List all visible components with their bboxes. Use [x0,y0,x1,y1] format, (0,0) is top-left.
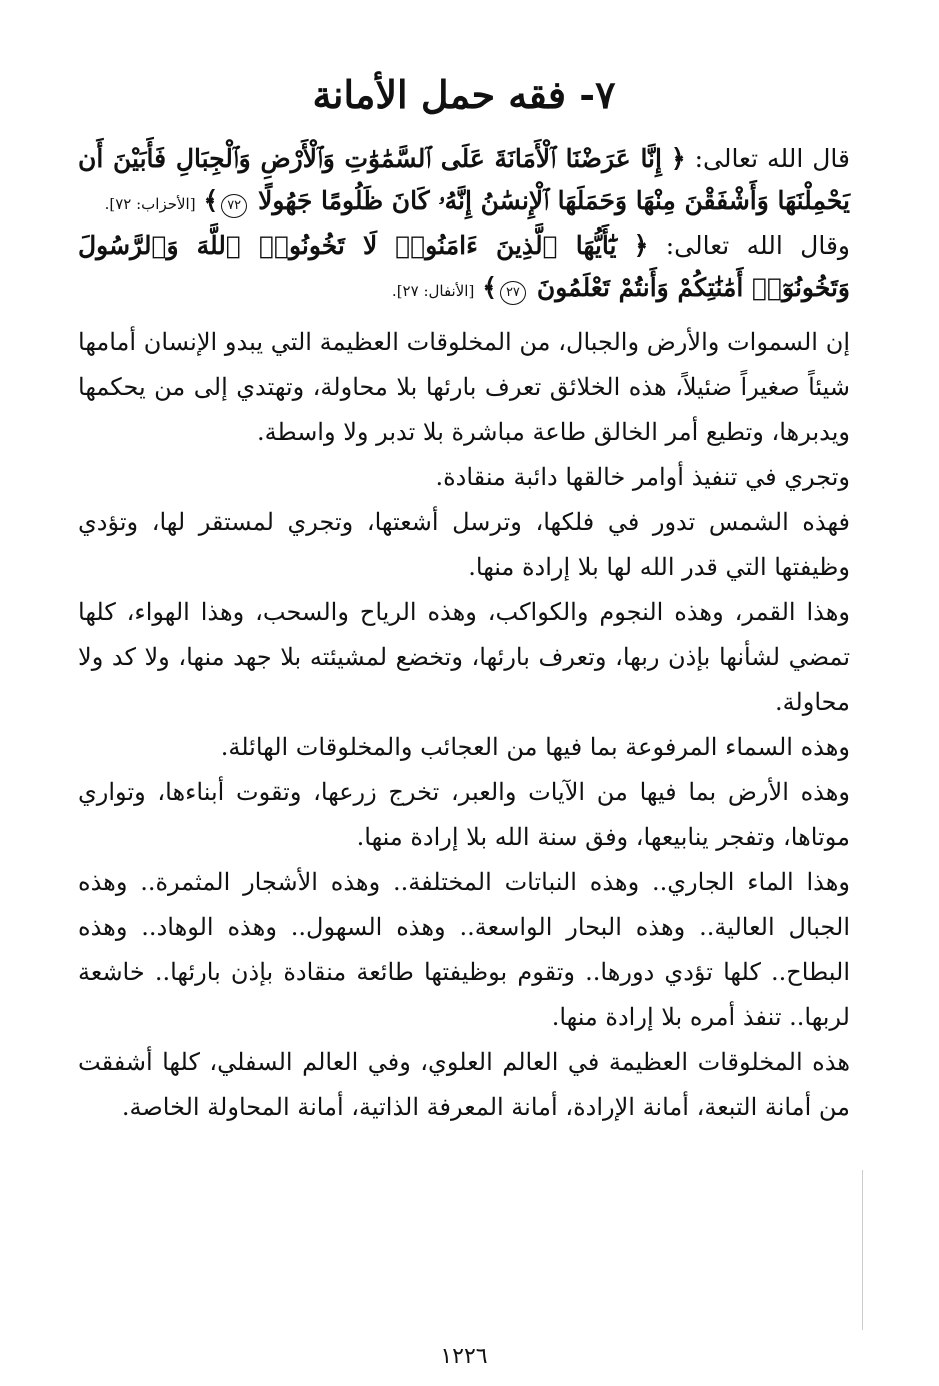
paragraph: وتجري في تنفيذ أوامر خالقها دائبة منقادة. [435,463,850,491]
verse-intro: وقال الله تعالى: [665,231,850,260]
paragraph: وهذه الأرض بما فيها من الآيات والعبر، تخرج زرعها، وتقوت أبناءها، وتواري موتاها، وتفجر ينابيعها، وفق سنة الله بلا إرادة منها. [78,778,850,851]
verse-close-bracket: ﴾ [203,186,219,215]
verse-text: إِنَّا عَرَضْنَا ٱلْأَمَانَةَ عَلَى ٱلسَّمَٰوَٰتِ وَٱلْأَرْضِ وَٱلْجِبَالِ فَأَبَيْنَ أَن يَحْمِلْنَهَا وَأَشْفَقْنَ مِنْهَا وَحَمَلَهَا ٱلْإِنسَٰنُ إِنَّهُۥ كَانَ ظَلُومًا جَهُولًا [78,144,850,215]
verse-reference: [الأحزاب: ٧٢]. [104,195,196,213]
scan-edge-line [862,1170,863,1330]
book-page [78,60,850,1369]
verse-number: ٢٧ [500,281,526,305]
paragraph: فهذه الشمس تدور في فلكها، وترسل أشعتها، وتجري لمستقر لها، وتؤدي وظيفتها التي قدر الله لها بلا إرادة منها. [78,508,850,581]
verse-anfal [78,225,850,312]
body-text [78,320,850,1130]
chapter-title: ٧- فقه حمل الأمانة [312,72,616,117]
paragraph: وهذا القمر، وهذه النجوم والكواكب، وهذه الرياح والسحب، وهذا الهواء، كلها تمضي لشأنها بإذن ربها، وتعرف بارئها، وتخضع لمشيئته بلا جهد منها، ولا كد ولا محاولة. [78,598,850,716]
page-number: ١٢٢٦ [440,1344,488,1369]
verse-intro: قال الله تعالى: [694,144,850,173]
paragraph: وهذه السماء المرفوعة بما فيها من العجائب والمخلوقات الهائلة. [220,733,850,761]
verse-open-bracket: ﴿ [633,231,649,260]
paragraph: إن السموات والأرض والجبال، من المخلوقات العظيمة التي يبدو الإنسان أمامها شيئاً صغيراً ضئيلاً، هذه الخلائق تعرف بارئها بلا محاولة، وتهتدي إلى من يحكمها ويدبرها، وتطيع أمر الخالق طاعة مباشرة بلا تدبر ولا واسطة. [78,328,850,446]
verse-ahzab [78,138,850,225]
verse-number: ٧٢ [221,194,247,218]
paragraph: هذه المخلوقات العظيمة في العالم العلوي، وفي العالم السفلي، كلها أشفقت من أمانة التبعة، أمانة الإرادة، أمانة المعرفة الذاتية، أمانة المحاولة الخاصة. [78,1048,850,1121]
paragraph: وهذا الماء الجاري.. وهذه النباتات المختلفة.. وهذه الأشجار المثمرة.. وهذه الجبال العالية.. وهذه البحار الواسعة.. وهذه السهول.. وهذه الوهاد.. وهذه البطاح.. كلها تؤدي دورها.. وتقوم بوظيفتها طائعة منقادة بإذن بارئها.. خاشعة لربها.. تنفذ أمره بلا إرادة منها. [78,868,850,1031]
verse-open-bracket: ﴿ [670,144,686,173]
quran-verses [78,138,850,312]
verse-reference: [الأنفال: ٢٧]. [391,282,475,300]
verse-text: يَٰٓأَيُّهَا ٱلَّذِينَ ءَامَنُوا۟ لَا تَخُونُوا۟ ٱللَّهَ وَٱلرَّسُولَ وَتَخُونُوٓا۟ أَمَٰنَٰتِكُمْ وَأَنتُمْ تَعْلَمُونَ [78,231,850,302]
verse-close-bracket: ﴾ [482,273,497,302]
